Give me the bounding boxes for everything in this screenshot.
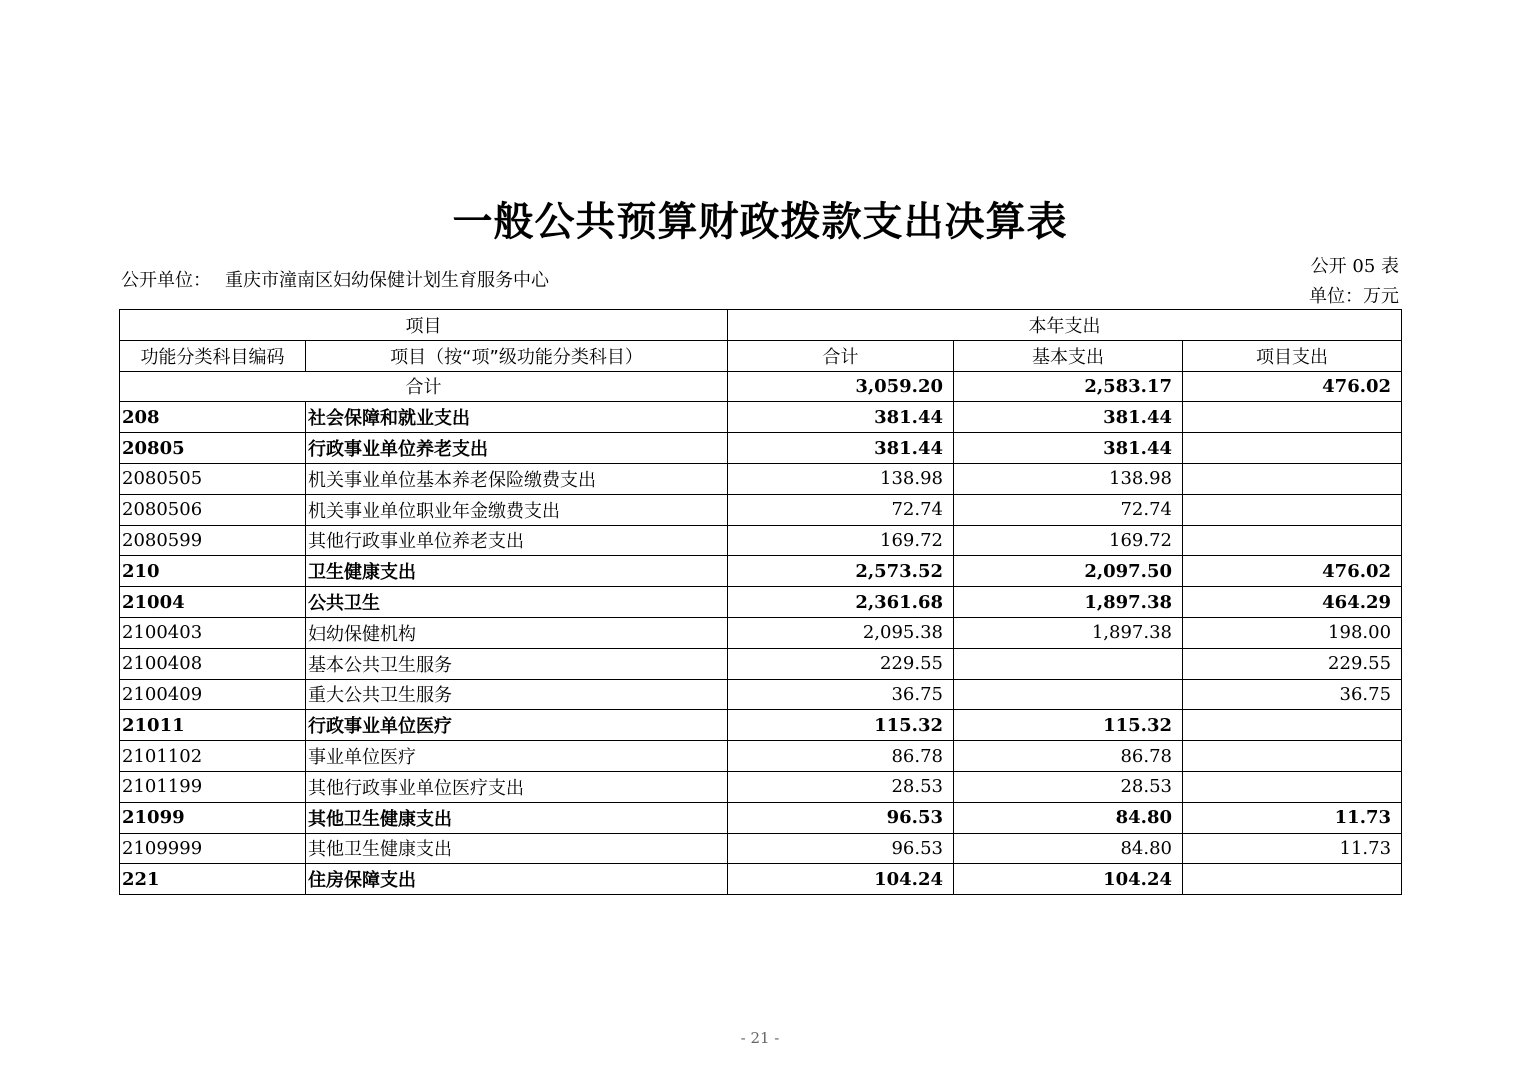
row-basic: 28.53 xyxy=(954,771,1183,802)
total-row xyxy=(120,371,1402,402)
row-code: 2109999 xyxy=(120,833,306,864)
form-number: 公开 05 表 xyxy=(1310,256,1399,277)
row-project xyxy=(1183,494,1402,525)
row-code: 221 xyxy=(120,864,306,895)
row-total: 28.53 xyxy=(728,771,954,802)
row-total: 2,361.68 xyxy=(728,587,954,618)
money-unit: 单位：万元 xyxy=(1309,286,1399,307)
row-item-name: 其他行政事业单位养老支出 xyxy=(306,525,728,556)
unit-label: 公开单位： xyxy=(121,270,211,291)
row-code: 21004 xyxy=(120,587,306,618)
row-total: 96.53 xyxy=(728,802,954,833)
row-project xyxy=(1183,771,1402,802)
row-basic: 1,897.38 xyxy=(954,617,1183,648)
row-basic: 104.24 xyxy=(954,864,1183,895)
row-basic xyxy=(954,648,1183,679)
page-title: 一般公共预算财政拨款支出决算表 xyxy=(452,199,1068,245)
row-item-name: 卫生健康支出 xyxy=(306,556,728,587)
row-basic: 86.78 xyxy=(954,741,1183,772)
row-project xyxy=(1183,864,1402,895)
row-total: 381.44 xyxy=(728,402,954,433)
row-code: 2101199 xyxy=(120,771,306,802)
header-basic: 基本支出 xyxy=(954,340,1183,371)
table-row xyxy=(120,556,1402,587)
row-item-name: 其他行政事业单位医疗支出 xyxy=(306,771,728,802)
total-label: 合计 xyxy=(120,371,728,402)
row-item-name: 其他卫生健康支出 xyxy=(306,802,728,833)
row-total: 86.78 xyxy=(728,741,954,772)
row-item-name: 事业单位医疗 xyxy=(306,741,728,772)
table-row xyxy=(120,433,1402,464)
table-row xyxy=(120,494,1402,525)
table-row xyxy=(120,679,1402,710)
table-row xyxy=(120,864,1402,895)
row-total: 2,573.52 xyxy=(728,556,954,587)
total-sum: 3,059.20 xyxy=(728,371,954,402)
header-row-1 xyxy=(120,310,1402,341)
unit-name: 重庆市潼南区妇幼保健计划生育服务中心 xyxy=(225,270,549,291)
row-code: 208 xyxy=(120,402,306,433)
header-code: 功能分类科目编码 xyxy=(120,340,306,371)
row-total: 229.55 xyxy=(728,648,954,679)
row-project: 229.55 xyxy=(1183,648,1402,679)
row-code: 2080506 xyxy=(120,494,306,525)
row-item-name: 行政事业单位养老支出 xyxy=(306,433,728,464)
row-project xyxy=(1183,710,1402,741)
row-item-name: 机关事业单位基本养老保险缴费支出 xyxy=(306,463,728,494)
header-total: 合计 xyxy=(728,340,954,371)
row-basic: 169.72 xyxy=(954,525,1183,556)
row-project: 11.73 xyxy=(1183,833,1402,864)
row-project: 464.29 xyxy=(1183,587,1402,618)
table-row xyxy=(120,587,1402,618)
row-code: 20805 xyxy=(120,433,306,464)
row-project xyxy=(1183,525,1402,556)
row-total: 2,095.38 xyxy=(728,617,954,648)
total-project: 476.02 xyxy=(1183,371,1402,402)
table-row xyxy=(120,771,1402,802)
row-basic: 2,097.50 xyxy=(954,556,1183,587)
row-basic: 138.98 xyxy=(954,463,1183,494)
row-code: 2080599 xyxy=(120,525,306,556)
row-basic: 381.44 xyxy=(954,433,1183,464)
row-code: 2080505 xyxy=(120,463,306,494)
header-item: 项目（按“项”级功能分类科目） xyxy=(306,340,728,371)
page-number: - 21 - xyxy=(740,1029,780,1047)
row-project xyxy=(1183,463,1402,494)
row-total: 36.75 xyxy=(728,679,954,710)
table-row xyxy=(120,802,1402,833)
row-item-name: 公共卫生 xyxy=(306,587,728,618)
table-body xyxy=(120,371,1402,895)
row-total: 104.24 xyxy=(728,864,954,895)
table-row xyxy=(120,617,1402,648)
row-project xyxy=(1183,402,1402,433)
row-basic: 84.80 xyxy=(954,833,1183,864)
row-basic: 115.32 xyxy=(954,710,1183,741)
row-basic: 381.44 xyxy=(954,402,1183,433)
row-project xyxy=(1183,433,1402,464)
row-item-name: 基本公共卫生服务 xyxy=(306,648,728,679)
row-basic: 72.74 xyxy=(954,494,1183,525)
row-project: 11.73 xyxy=(1183,802,1402,833)
table-row xyxy=(120,741,1402,772)
header-row-2 xyxy=(120,340,1402,371)
row-code: 2100408 xyxy=(120,648,306,679)
header-current-year: 本年支出 xyxy=(728,310,1402,341)
table-row xyxy=(120,648,1402,679)
row-item-name: 其他卫生健康支出 xyxy=(306,833,728,864)
row-code: 21099 xyxy=(120,802,306,833)
row-code: 21011 xyxy=(120,710,306,741)
row-total: 138.98 xyxy=(728,463,954,494)
row-project xyxy=(1183,741,1402,772)
row-item-name: 机关事业单位职业年金缴费支出 xyxy=(306,494,728,525)
header-project: 项目 xyxy=(120,310,728,341)
row-code: 2100409 xyxy=(120,679,306,710)
row-code: 2100403 xyxy=(120,617,306,648)
table-row xyxy=(120,463,1402,494)
row-code: 210 xyxy=(120,556,306,587)
table-row xyxy=(120,833,1402,864)
header-project-exp: 项目支出 xyxy=(1183,340,1402,371)
publishing-unit xyxy=(121,266,549,292)
row-total: 72.74 xyxy=(728,494,954,525)
row-project: 476.02 xyxy=(1183,556,1402,587)
row-total: 115.32 xyxy=(728,710,954,741)
row-item-name: 住房保障支出 xyxy=(306,864,728,895)
row-project: 198.00 xyxy=(1183,617,1402,648)
row-basic: 1,897.38 xyxy=(954,587,1183,618)
row-project: 36.75 xyxy=(1183,679,1402,710)
row-basic: 84.80 xyxy=(954,802,1183,833)
row-item-name: 妇幼保健机构 xyxy=(306,617,728,648)
row-total: 169.72 xyxy=(728,525,954,556)
row-total: 381.44 xyxy=(728,433,954,464)
total-basic: 2,583.17 xyxy=(954,371,1183,402)
row-code: 2101102 xyxy=(120,741,306,772)
row-basic xyxy=(954,679,1183,710)
table-row xyxy=(120,710,1402,741)
row-item-name: 行政事业单位医疗 xyxy=(306,710,728,741)
table-row xyxy=(120,525,1402,556)
row-item-name: 重大公共卫生服务 xyxy=(306,679,728,710)
expenditure-table xyxy=(119,309,1402,895)
table-row xyxy=(120,402,1402,433)
row-item-name: 社会保障和就业支出 xyxy=(306,402,728,433)
row-total: 96.53 xyxy=(728,833,954,864)
